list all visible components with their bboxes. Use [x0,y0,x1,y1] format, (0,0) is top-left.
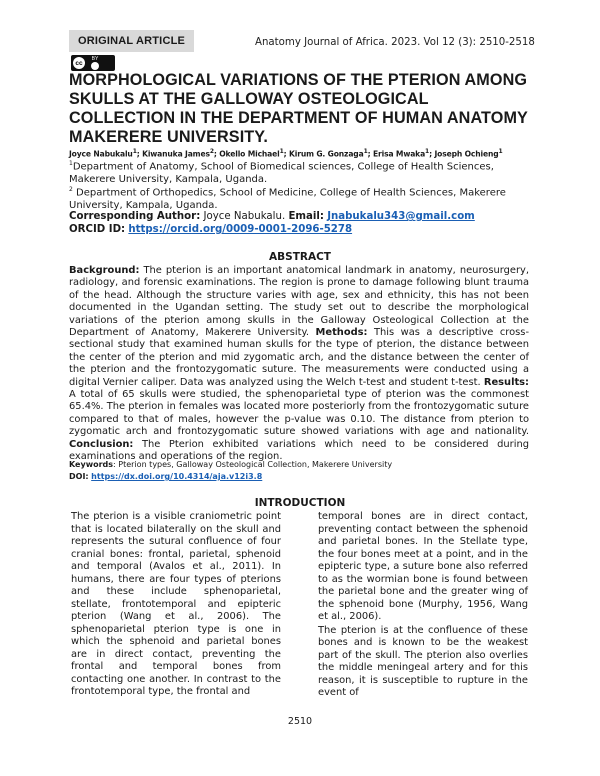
author: Kirum G. Gonzaga [289,149,364,159]
email-link[interactable]: Jnabukalu343@gmail.com [327,211,475,222]
author: Joyce Nabukalu [69,149,133,159]
article-type-badge: ORIGINAL ARTICLE [69,30,194,52]
paragraph: temporal bones are in direct contact, preventing contact between the sphenoid and parietal bones. In the Stellate type, the four bones meet at a point, and in the epipteric type, a suture bone also referred to as the wormian bone is found between the parietal bone and the greater wing of the sphenoid bone (Murphy, 1956, Wang et al., 2006). [318,511,528,622]
author-list: Joyce Nabukalu$^1$; Kiwanuka James$^2$; Okello Michael$^1$; Kirum G. Gonzaga$^1$; Erisa Mwaka$^1$; Joseph Ochieng$^1$ [69,148,503,159]
journal-citation: Anatomy Journal of Africa. 2023. Vol 12 (3): 2510-2518 [255,37,535,48]
doi-link[interactable]: https://dx.doi.org/10.4314/aja.v12i3.8 [91,472,263,481]
corresponding-author: Corresponding Author: Joyce Nabukalu. Email: Jnabukalu343@gmail.com [69,211,475,222]
intro-column-right [318,511,528,701]
introduction-heading: INTRODUCTION [254,497,346,509]
cc-by-license-logo[interactable] [71,55,115,71]
orcid-link[interactable]: https://orcid.org/0009-0001-2096-5278 [128,224,353,235]
keywords: Keywords: Pterion types, Galloway Osteological Collection, Makerere University [69,460,393,469]
affiliation-2: $^2$ Department of Orthopedics, School of Medicine, College of Health Sciences, Makerere University, Kampala, Uganda. [69,186,506,212]
abstract-body: Background: The pterion is an important anatomical landmark in anatomy, neurosurgery, radiology, and forensic examinations. The region is prone to damage following blunt trauma of the head. Although the structure varies with age, sex and ethnicity, this has not been documented in the Ugandan setting. The study set out to describe the morphological variations of the pterion among skulls in the Galloway Osteological Collection at the Department of Anatomy, Makerere University. Methods: This was a descriptive cross-sectional study that examined human skulls for the type of pterion, the distance between the center of the pterion and mid zygomatic arch, and the distance between the center of the pterion and the frontozygomatic suture. The measurements were conducted using a digital Vernier caliper. Data was analyzed using the Welch t-test and student t-test. Results: A total of 65 skulls were studied, the sphenoparietal type of pterion was the commonest 65.4%. The pterion in females was located more posteriorly from the frontozygomatic suture compared to that of males, however the p-value was 0.10. The distance from pterion to zygomatic arch and frontozygomatic suture showed variations with age and nationality. Conclusion: The Pterion exhibited variations which need to be considered during examinations and operations of the region. [69,265,530,463]
paragraph: The pterion is a visible craniometric point that is located bilaterally on the skull and represents the sutural confluence of four cranial bones: frontal, parietal, sphenoid and temporal (Avalos et al., 2011). In humans, there are four types of pterions and these include sphenoparietal, stellate, frontotemporal and epipteric pterion (Wang et al., 2006). The sphenoparietal pterion type is one in which the sphenoid and parietal bones are in direct contact, preventing the frontal and temporal bones from contacting one another. In contrast to the frontotemporal type, the frontal and [71,511,281,697]
paragraph: The pterion is at the confluence of these bones and is known to be the weakest part of the skull. The pterion also overlies the middle meningeal artery and for this reason, it is susceptible to rupture in the event of [318,624,528,698]
orcid-line: ORCID ID: https://orcid.org/0009-0001-2096-5278 [69,224,353,235]
author: Kiwanuka James [142,149,210,159]
author: Okello Michael [219,149,280,159]
by-label: BY [91,55,99,62]
person-icon [91,62,99,70]
author: Erisa Mwaka [373,149,426,159]
affiliation-1: $^1$Department of Anatomy, School of Biomedical sciences, College of Health Sciences, Makerere University, Kampala, Uganda. [69,160,494,186]
author: Joseph Ochieng [434,149,499,159]
doi-line: DOI: https://dx.doi.org/10.4314/aja.v12i3.8 [69,472,263,481]
cc-icon: cc [73,57,85,69]
abstract-heading: ABSTRACT [269,251,331,263]
intro-column-left [71,511,281,700]
page-number: 2510 [287,716,313,727]
article-title: MORPHOLOGICAL VARIATIONS OF THE PTERION AMONG SKULLS AT THE GALLOWAY OSTEOLOGICAL COLLECTION IN THE DEPARTMENT OF HUMAN ANATOMY MAKERERE UNIVERSITY. [69,71,528,146]
